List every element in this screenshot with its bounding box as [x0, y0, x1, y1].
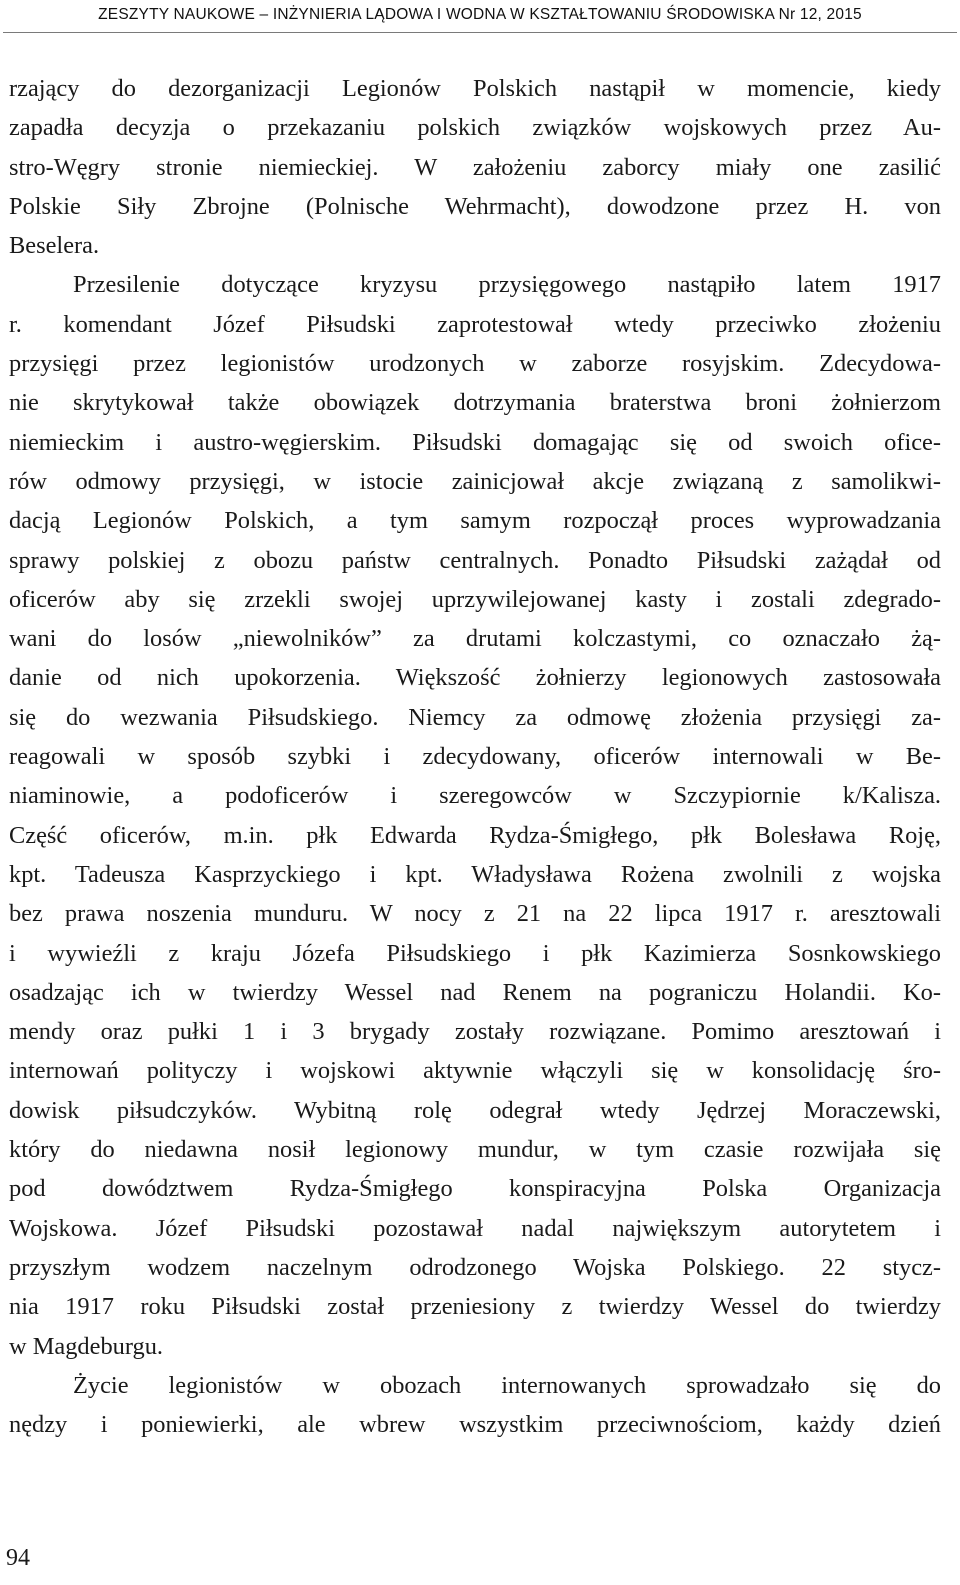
- text-line: bez prawa noszenia munduru. W nocy z 21 na 22 lipca 1917 r. aresztowali: [9, 900, 941, 928]
- text-line: przysięgi przez legionistów urodzonych w zaborze rosyjskim. Zdecydowa-: [9, 350, 941, 378]
- text-line: dacją Legionów Polskich, a tym samym rozpoczął proces wyprowadzania: [9, 507, 941, 535]
- text-line: osadzając ich w twierdzy Wessel nad Renem na pograniczu Holandii. Ko-: [9, 978, 941, 1006]
- text-line: r. komendant Józef Piłsudski zaprotestował wtedy przeciwko złożeniu: [9, 310, 941, 338]
- text-line: dowisk piłsudczyków. Wybitną rolę odegrał wtedy Jędrzej Moraczewski,: [9, 1096, 941, 1124]
- text-line: stro-Węgry stronie niemieckiej. W założeniu zaborcy miały one zasilić: [9, 153, 941, 181]
- text-line: oficerów aby się zrzekli swojej uprzywilejowanej kasty i zostali zdegrado-: [9, 585, 941, 613]
- text-line: niaminowie, a podoficerów i szeregowców w Szczypiornie k/Kalisza.: [9, 782, 941, 810]
- text-line: rów odmowy przysięgi, w istocie zainicjował akcje związaną z samolikwi-: [9, 467, 941, 495]
- text-line: Życie legionistów w obozach internowanych sprowadzało się do: [73, 1371, 941, 1399]
- text-line: nie skrytykował także obowiązek dotrzymania braterstwa broni żołnierzom: [9, 389, 941, 417]
- paragraph: [9, 1366, 941, 1445]
- text-line: się do wezwania Piłsudskiego. Niemcy za odmowę złożenia przysięgi za-: [9, 703, 941, 731]
- text-line: Wojskowa. Józef Piłsudski pozostawał nadal największym autorytetem i: [9, 1214, 941, 1242]
- text-line: danie od nich upokorzenia. Większość żołnierzy legionowych zastosowała: [9, 664, 941, 692]
- text-line: mendy oraz pułki 1 i 3 brygady zostały rozwiązane. Pomimo aresztowań i: [9, 1018, 941, 1046]
- text-line: niemieckim i austro-węgierskim. Piłsudski domagając się od swoich oficе-: [9, 428, 941, 456]
- text-line: Część oficerów, m.in. płk Edwarda Rydza-Śmigłego, płk Bolesława Roję,: [9, 821, 941, 849]
- page-number: 94: [6, 1545, 30, 1571]
- text-line: wani do losów „niewolników” za drutami kolczastymi, co oznaczało żą-: [9, 625, 941, 653]
- text-line: w Magdeburgu.: [9, 1332, 164, 1360]
- text-line: sprawy polskiej z obozu państw centralnych. Ponadto Piłsudski zażądał od: [9, 546, 941, 574]
- text-line: Przesilenie dotyczące kryzysu przysięgowego nastąpiło latem 1917: [73, 271, 941, 299]
- text-line: Polskie Siły Zbrojne (Polnische Wehrmacht), dowodzone przez H. von: [9, 192, 941, 220]
- header-rule: [3, 32, 957, 33]
- paragraph: [9, 69, 941, 265]
- paragraph: [9, 265, 941, 1365]
- text-line: kpt. Tadeusza Kasprzyckiego i kpt. Władysława Rożena zwolnili z wojska: [9, 860, 941, 888]
- text-line: reagowali w sposób szybki i zdecydowany, oficerów internowali w Be-: [9, 743, 941, 771]
- text-line: rzający do dezorganizacji Legionów Polskich nastąpił w momencie, kiedy: [9, 75, 941, 102]
- text-line: który do niedawna nosił legionowy mundur, w tym czasie rozwijała się: [9, 1136, 941, 1164]
- body-text: [9, 69, 941, 1444]
- text-line: i wywieźli z kraju Józefa Piłsudskiego i płk Kazimierza Sosnkowskiego: [9, 939, 941, 967]
- text-line: internowań polityczy i wojskowi aktywnie włączyli się w konsolidację śro-: [9, 1057, 941, 1085]
- text-line: zapadła decyzja o przekazaniu polskich związków wojskowych przez Au-: [9, 114, 941, 142]
- text-line: Beselera.: [9, 232, 100, 260]
- running-header: ZESZYTY NAUKOWE – INŻYNIERIA LĄDOWA I WODNA W KSZTAŁTOWANIU ŚRODOWISKA Nr 12, 2015: [98, 6, 862, 23]
- text-line: nędzy i poniewierki, ale wbrew wszystkim przeciwnościom, każdy dzień: [9, 1411, 941, 1439]
- text-line: nia 1917 roku Piłsudski został przeniesiony z twierdzy Wessel do twierdzy: [9, 1293, 941, 1321]
- text-line: pod dowództwem Rydza-Śmigłego konspiracyjna Polska Organizacja: [9, 1175, 941, 1203]
- text-line: przyszłym wodzem naczelnym odrodzonego Wojska Polskiego. 22 stycz-: [9, 1253, 941, 1281]
